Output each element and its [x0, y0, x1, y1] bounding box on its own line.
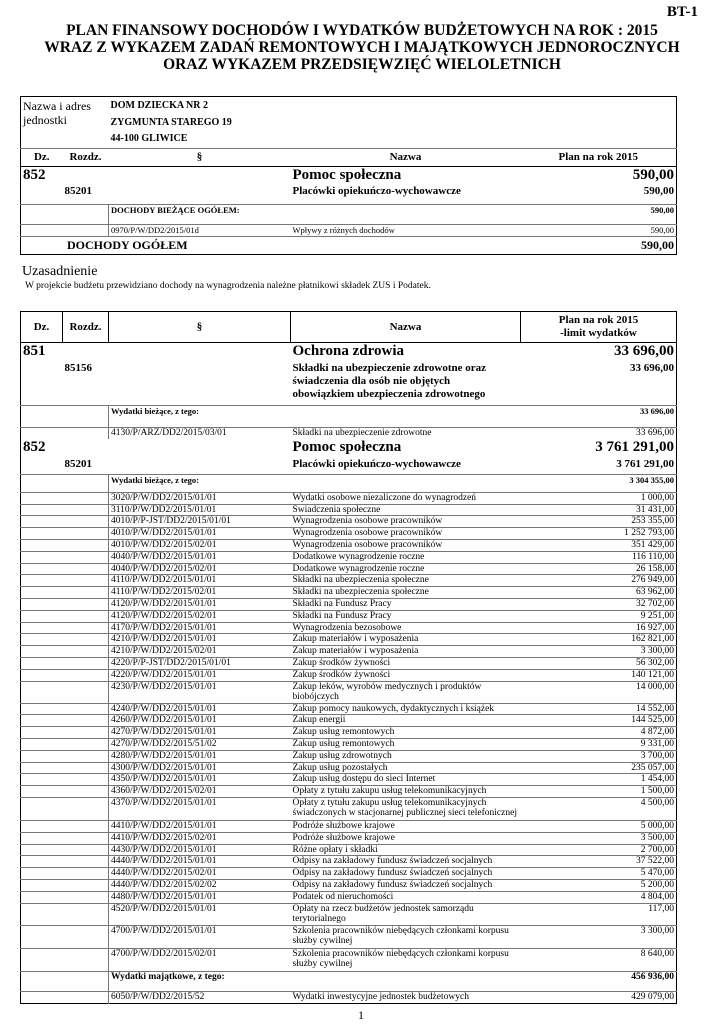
item-code: 4260/P/W/DD2/2015/01/01	[109, 715, 291, 727]
table-row	[21, 925, 677, 948]
item-name: Odpisy na zakładowy fundusz świadczeń socjalnych	[291, 856, 521, 868]
dz-code: 851	[23, 343, 46, 359]
item-code: 4700/P/W/DD2/2015/01/01	[109, 925, 291, 948]
item-code: 4010/P/W/DD2/2015/01/01	[109, 528, 291, 540]
item-name: Wynagrodzenia osobowe pracowników	[291, 539, 521, 551]
item-amount: 33 696,00	[521, 428, 677, 440]
item-code: 4220/P/W/DD2/2015/01/01	[109, 669, 291, 681]
dz-amount: 33 696,00	[614, 343, 674, 359]
item-amount: 5 200,00	[521, 879, 677, 891]
item-name: Wynagrodzenia osobowe pracowników	[291, 516, 521, 528]
table-row	[21, 528, 677, 540]
table-row	[21, 868, 677, 880]
item-code: 4130/P/ARZ/DD2/2015/03/01	[109, 428, 291, 440]
item-name: Zakup energii	[291, 715, 521, 727]
item-name: Zakup usług pozostałych	[291, 762, 521, 774]
unit-city: 44-100 GLIWICE	[110, 133, 188, 144]
item-amount: 1 500,00	[521, 786, 677, 798]
item-code: 4430/P/W/DD2/2015/01/01	[109, 844, 291, 856]
rozdz-name: Placówki opiekuńczo-wychowawcze	[292, 458, 461, 471]
table-row	[21, 971, 677, 991]
current-expenses-amount: 33 696,00	[521, 406, 677, 428]
item-amount: 3 300,00	[521, 646, 677, 658]
item-name: Podatek od nieruchomości	[291, 891, 521, 903]
item-name: Zakup leków, wyrobów medycznych i produktów biobójczych	[291, 681, 521, 703]
unit-label: Nazwa i adres jednostki	[23, 99, 91, 127]
item-name: Szkolenia pracowników niebędących członkami korpusu służby cywilnej	[291, 925, 521, 948]
table-row	[21, 406, 677, 428]
dz-amount: 590,00	[632, 166, 674, 183]
table-row	[21, 797, 677, 820]
document-id: BT-1	[666, 4, 698, 20]
rozdz-code: 85156	[64, 361, 92, 374]
item-amount: 276 949,00	[521, 575, 677, 587]
item-name: Zakup środków żywności	[291, 669, 521, 681]
item-name: Dodatkowe wynagrodzenie roczne	[291, 551, 521, 563]
item-name: Zakup środków żywności	[291, 657, 521, 669]
table-row	[21, 343, 677, 362]
table-row	[21, 622, 677, 634]
table-row	[21, 703, 677, 715]
item-amount: 31 431,00	[521, 504, 677, 516]
table-row	[21, 948, 677, 971]
item-code: 4110/P/W/DD2/2015/01/01	[109, 575, 291, 587]
item-amount: 235 057,00	[521, 762, 677, 774]
table-row	[21, 715, 677, 727]
table-row	[21, 610, 677, 622]
item-name: Szkolenia pracowników niebędących członkami korpusu służby cywilnej	[291, 948, 521, 971]
item-amount: 116 110,00	[521, 551, 677, 563]
rozdz-amount: 590,00	[643, 186, 674, 197]
table-row	[21, 727, 677, 739]
item-name: Różne opłaty i składki	[291, 844, 521, 856]
item-code: 4040/P/W/DD2/2015/01/01	[109, 551, 291, 563]
table-row	[21, 539, 677, 551]
item-code: 4700/P/W/DD2/2015/02/01	[109, 948, 291, 971]
item-amount: 4 500,00	[521, 797, 677, 820]
item-amount: 351 429,00	[521, 539, 677, 551]
item-name: Opłaty na rzecz budżetów jednostek samorządu terytorialnego	[291, 903, 521, 925]
item-code: 4370/P/W/DD2/2015/01/01	[109, 797, 291, 820]
item-amount: 32 702,00	[521, 598, 677, 610]
item-amount: 8 640,00	[521, 948, 677, 971]
item-amount: 2 700,00	[521, 844, 677, 856]
item-amount: 63 962,00	[521, 587, 677, 599]
income-table	[20, 96, 677, 255]
table-row	[21, 428, 677, 440]
rozdz-amount: 33 696,00	[630, 361, 674, 374]
header-dz: Dz.	[21, 148, 63, 166]
rozdz-code: 85201	[64, 458, 92, 471]
item-name: Składki na Fundusz Pracy	[291, 598, 521, 610]
item-amount: 117,00	[521, 903, 677, 925]
item-name: Zakup usług dostępu do sieci Internet	[291, 774, 521, 786]
table-row	[21, 646, 677, 658]
item-name: Zakup usług remontowych	[291, 738, 521, 750]
table-row	[21, 587, 677, 599]
header-plan: Plan na rok 2015	[521, 148, 677, 166]
item-code: 4120/P/W/DD2/2015/01/01	[109, 598, 291, 610]
item-name: Wpływy z różnych dochodów	[291, 224, 521, 236]
header-rozdz: Rozdz.	[63, 312, 109, 343]
item-name: Podróże służbowe krajowe	[291, 820, 521, 832]
header-dz: Dz.	[21, 312, 63, 343]
item-code: 4040/P/W/DD2/2015/02/01	[109, 563, 291, 575]
header-paragraph: §	[109, 312, 291, 343]
item-name: Dodatkowe wynagrodzenie roczne	[291, 563, 521, 575]
item-name: Odpisy na zakładowy fundusz świadczeń socjalnych	[291, 879, 521, 891]
capital-expenses-label: Wydatki majątkowe, z tego:	[109, 971, 291, 991]
item-amount: 3 300,00	[521, 925, 677, 948]
table-row	[21, 575, 677, 587]
table-row	[21, 820, 677, 832]
capital-expenses-amount: 456 936,00	[521, 971, 677, 991]
dz-name: Ochrona zdrowia	[292, 343, 405, 359]
item-code: 4300/P/W/DD2/2015/01/01	[109, 762, 291, 774]
current-expenses-label: Wydatki bieżące, z tego:	[109, 406, 291, 428]
item-code: 4220/P/P-JST/DD2/2015/01/01	[109, 657, 291, 669]
item-code: 4360/P/W/DD2/2015/02/01	[109, 786, 291, 798]
table-row	[21, 903, 677, 925]
item-amount: 1 454,00	[521, 774, 677, 786]
dz-code: 852	[23, 166, 46, 183]
rozdz-code: 85201	[64, 186, 92, 197]
header-paragraph: §	[109, 148, 291, 166]
table-row	[21, 563, 677, 575]
item-code: 0970/P/W/DD2/2015/01d	[109, 224, 291, 236]
header-name: Nazwa	[291, 312, 521, 343]
table-row	[21, 551, 677, 563]
item-name: Wydatki inwestycyjne jednostek budżetowych	[291, 991, 521, 1003]
item-name: Zakup materiałów i wyposażenia	[291, 634, 521, 646]
item-amount: 162 821,00	[521, 634, 677, 646]
page-number: 1	[358, 1008, 364, 1022]
unit-street: ZYGMUNTA STAREGO 19	[110, 116, 232, 128]
item-code: 3020/P/W/DD2/2015/01/01	[109, 492, 291, 504]
table-row	[21, 474, 677, 492]
table-row	[21, 492, 677, 504]
table-row	[21, 634, 677, 646]
item-amount: 3 700,00	[521, 750, 677, 762]
item-name: Wynagrodzenia bezosobowe	[291, 622, 521, 634]
rozdz-name: Składki na ubezpieczenie zdrowotne oraz świadczenia dla osób nie objętych obowiązkiem ubezpieczenia zdrowotnego	[292, 361, 487, 400]
table-row	[21, 844, 677, 856]
item-code: 4520/P/W/DD2/2015/01/01	[109, 903, 291, 925]
item-code: 4410/P/W/DD2/2015/02/01	[109, 832, 291, 844]
justification-text: W projekcie budżetu przewidziano dochody na wynagrodzenia należne płatnikowi składek ZUS i Podatek.	[25, 281, 431, 291]
item-amount: 5 000,00	[521, 820, 677, 832]
unit-name: DOM DZIECKA NR 2	[110, 100, 209, 111]
item-code: 4440/P/W/DD2/2015/01/01	[109, 856, 291, 868]
item-name: Składki na ubezpieczenie zdrowotne	[291, 428, 521, 440]
item-code: 4010/P/W/DD2/2015/02/01	[109, 539, 291, 551]
item-code: 4240/P/W/DD2/2015/01/01	[109, 703, 291, 715]
item-code: 4230/P/W/DD2/2015/01/01	[109, 681, 291, 703]
item-code: 6050/P/W/DD2/2015/52	[109, 991, 291, 1003]
current-expenses-label: Wydatki bieżące, z tego:	[109, 474, 291, 492]
table-row	[21, 458, 677, 474]
current-income-amount: 590,00	[521, 204, 677, 224]
total-income-amount: 590,00	[641, 237, 674, 252]
dz-code: 852	[23, 439, 46, 456]
item-amount: 16 927,00	[521, 622, 677, 634]
item-name: Składki na ubezpieczenia społeczne	[291, 575, 521, 587]
item-amount: 56 302,00	[521, 657, 677, 669]
header-rozdz: Rozdz.	[63, 148, 109, 166]
item-code: 4170/P/W/DD2/2015/01/01	[109, 622, 291, 634]
table-row	[21, 362, 677, 406]
table-row	[21, 832, 677, 844]
item-name: Opłaty z tytułu zakupu usług telekomunikacyjnych	[291, 786, 521, 798]
header-plan: Plan na rok 2015 -limit wydatków	[558, 314, 639, 339]
item-amount: 140 121,00	[521, 669, 677, 681]
item-amount: 9 331,00	[521, 738, 677, 750]
item-code: 4440/P/W/DD2/2015/02/01	[109, 868, 291, 880]
table-row	[21, 439, 677, 458]
total-income-label: DOCHODY OGÓŁEM	[67, 237, 188, 252]
table-row	[21, 598, 677, 610]
item-amount: 26 158,00	[521, 563, 677, 575]
document-title: PLAN FINANSOWY DOCHODÓW I WYDATKÓW BUDŻETOWYCH NA ROK : 2015 WRAZ Z WYKAZEM ZADAŃ REMONTOWYCH I MAJĄTKOWYCH JEDNOROCZNYCH ORAZ WYKAZEM PRZEDSIĘWZIĘĆ WIELOLETNICH	[44, 22, 680, 73]
item-code: 4210/P/W/DD2/2015/02/01	[109, 646, 291, 658]
item-amount: 429 079,00	[521, 991, 677, 1003]
item-code: 4120/P/W/DD2/2015/02/01	[109, 610, 291, 622]
item-name: Składki na Fundusz Pracy	[291, 610, 521, 622]
item-code: 4350/P/W/DD2/2015/01/01	[109, 774, 291, 786]
table-row	[21, 879, 677, 891]
item-name: Podróże służbowe krajowe	[291, 832, 521, 844]
item-name: Zakup usług remontowych	[291, 727, 521, 739]
item-amount: 590,00	[521, 224, 677, 236]
item-amount: 4 872,00	[521, 727, 677, 739]
table-row	[21, 669, 677, 681]
rozdz-amount: 3 761 291,00	[616, 458, 674, 471]
table-row	[21, 750, 677, 762]
rozdz-name: Placówki opiekuńczo-wychowawcze	[292, 186, 461, 197]
item-amount: 144 525,00	[521, 715, 677, 727]
item-code: 4440/P/W/DD2/2015/02/02	[109, 879, 291, 891]
expenses-table	[20, 311, 677, 1004]
item-code: 4280/P/W/DD2/2015/01/01	[109, 750, 291, 762]
item-name: Świadczenia społeczne	[291, 504, 521, 516]
item-name: Opłaty z tytułu zakupu usług telekomunikacyjnych świadczonych w stacjonarnej publicznej sieci telefonicznej	[291, 797, 521, 820]
item-amount: 3 500,00	[521, 832, 677, 844]
header-name: Nazwa	[291, 148, 521, 166]
item-name: Składki na ubezpieczenia społeczne	[291, 587, 521, 599]
item-name: Zakup usług zdrowotnych	[291, 750, 521, 762]
dz-name: Pomoc społeczna	[292, 439, 402, 456]
current-expenses-amount: 3 304 355,00	[521, 474, 677, 492]
item-name: Odpisy na zakładowy fundusz świadczeń socjalnych	[291, 868, 521, 880]
item-code: 4010/P/P-JST/DD2/2015/01/01	[109, 516, 291, 528]
table-row	[21, 891, 677, 903]
item-amount: 1 000,00	[521, 492, 677, 504]
item-code: 4110/P/W/DD2/2015/02/01	[109, 587, 291, 599]
item-amount: 5 470,00	[521, 868, 677, 880]
current-income-label: DOCHODY BIEŻĄCE OGÓŁEM:	[109, 204, 521, 224]
table-row	[21, 786, 677, 798]
table-row	[21, 856, 677, 868]
item-amount: 253 355,00	[521, 516, 677, 528]
item-code: 4210/P/W/DD2/2015/01/01	[109, 634, 291, 646]
item-name: Wydatki osobowe niezaliczone do wynagrodzeń	[291, 492, 521, 504]
table-row	[21, 762, 677, 774]
item-amount: 14 552,00	[521, 703, 677, 715]
item-code: 4270/P/W/DD2/2015/51/02	[109, 738, 291, 750]
table-row	[21, 991, 677, 1003]
table-row	[21, 657, 677, 669]
item-name: Wynagrodzenia osobowe pracowników	[291, 528, 521, 540]
item-code: 4270/P/W/DD2/2015/01/01	[109, 727, 291, 739]
table-row	[21, 774, 677, 786]
item-code: 3110/P/W/DD2/2015/01/01	[109, 504, 291, 516]
dz-name: Pomoc społeczna	[292, 166, 402, 183]
dz-amount: 3 761 291,00	[595, 439, 674, 456]
item-amount: 9 251,00	[521, 610, 677, 622]
item-amount: 37 522,00	[521, 856, 677, 868]
item-amount: 1 252 793,00	[521, 528, 677, 540]
item-amount: 14 000,00	[521, 681, 677, 703]
item-amount: 4 804,00	[521, 891, 677, 903]
item-name: Zakup pomocy naukowych, dydaktycznych i książek	[291, 703, 521, 715]
table-row	[21, 516, 677, 528]
table-row	[21, 681, 677, 703]
table-row	[21, 738, 677, 750]
justification-heading: Uzasadnienie	[22, 264, 98, 279]
item-name: Zakup materiałów i wyposażenia	[291, 646, 521, 658]
table-row	[21, 504, 677, 516]
item-code: 4480/P/W/DD2/2015/01/01	[109, 891, 291, 903]
item-code: 4410/P/W/DD2/2015/01/01	[109, 820, 291, 832]
